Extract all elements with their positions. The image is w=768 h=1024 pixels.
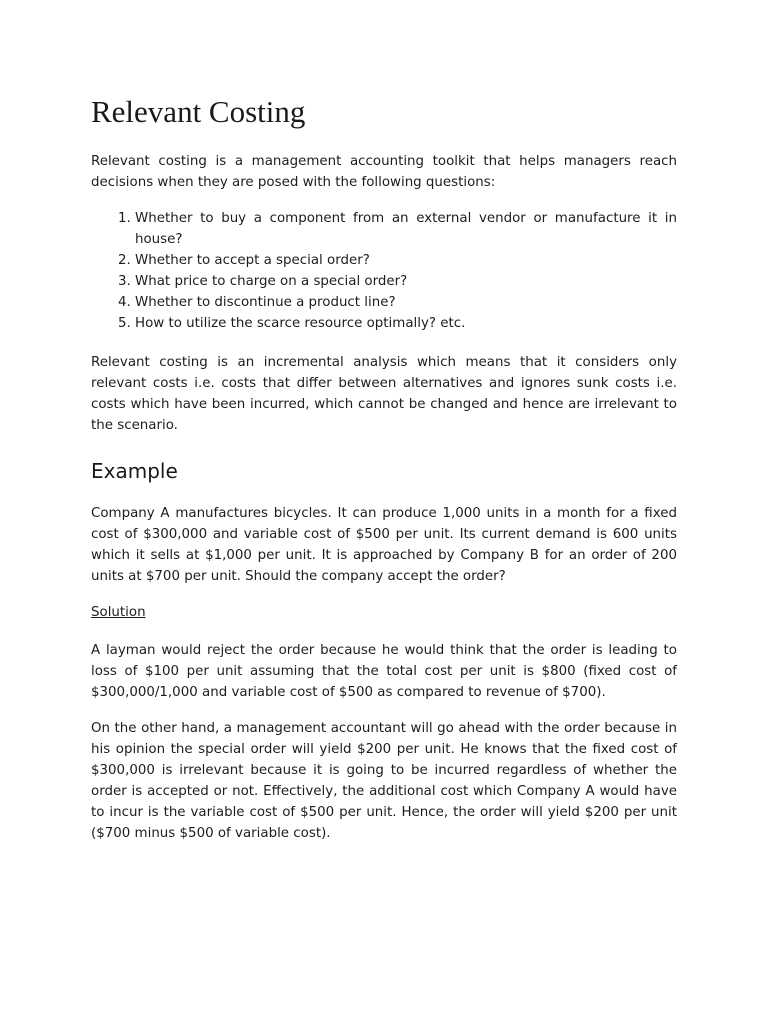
solution-paragraph-2: On the other hand, a management accountant will go ahead with the order because in his opinion the special order will yield $200 per unit. He knows that the fixed cost of $300,000 is irrelevant because it is going to be incurred regardless of whether the order is accepted or not. Effectively, the additional cost which Company A would have to incur is the variable cost of $500 per unit. Hence, the order will yield $200 per unit ($700 minus $500 of variable cost). xyxy=(91,721,677,841)
list-item: 3. What price to charge on a special order? xyxy=(135,271,677,292)
solution-paragraph-1: A layman would reject the order because he would think that the order is leading to loss of $100 per unit assuming that the total cost per unit is $800 (fixed cost of $300,000/1,000 and variable cost of $500 as compared to revenue of $700). xyxy=(91,643,677,700)
list-item: 4. Whether to discontinue a product line? xyxy=(135,292,677,313)
list-item: 2. Whether to accept a special order? xyxy=(135,250,677,271)
definition-paragraph: Relevant costing is an incremental analysis which means that it considers only relevant costs i.e. costs that differ between alternatives and ignores sunk costs i.e. costs which have been incurred, which cannot be changed and hence are irrelevant to the scenario. xyxy=(91,355,677,433)
list-item: 1. Whether to buy a component from an external vendor or manufacture it in house? xyxy=(135,208,677,250)
solution-heading: Solution xyxy=(91,605,146,620)
questions-list xyxy=(91,208,677,334)
intro-paragraph: Relevant costing is a management accounting toolkit that helps managers reach decisions when they are posed with the following questions: xyxy=(91,154,677,190)
example-heading: Example xyxy=(91,459,178,483)
list-item: 5. How to utilize the scarce resource optimally? etc. xyxy=(135,313,677,334)
example-paragraph: Company A manufactures bicycles. It can produce 1,000 units in a month for a fixed cost of $300,000 and variable cost of $500 per unit. Its current demand is 600 units which it sells at $1,000 per unit. It is approached by Company B for an order of 200 units at $700 per unit. Should the company accept the order? xyxy=(91,506,677,584)
page-title: Relevant Costing xyxy=(91,94,306,129)
